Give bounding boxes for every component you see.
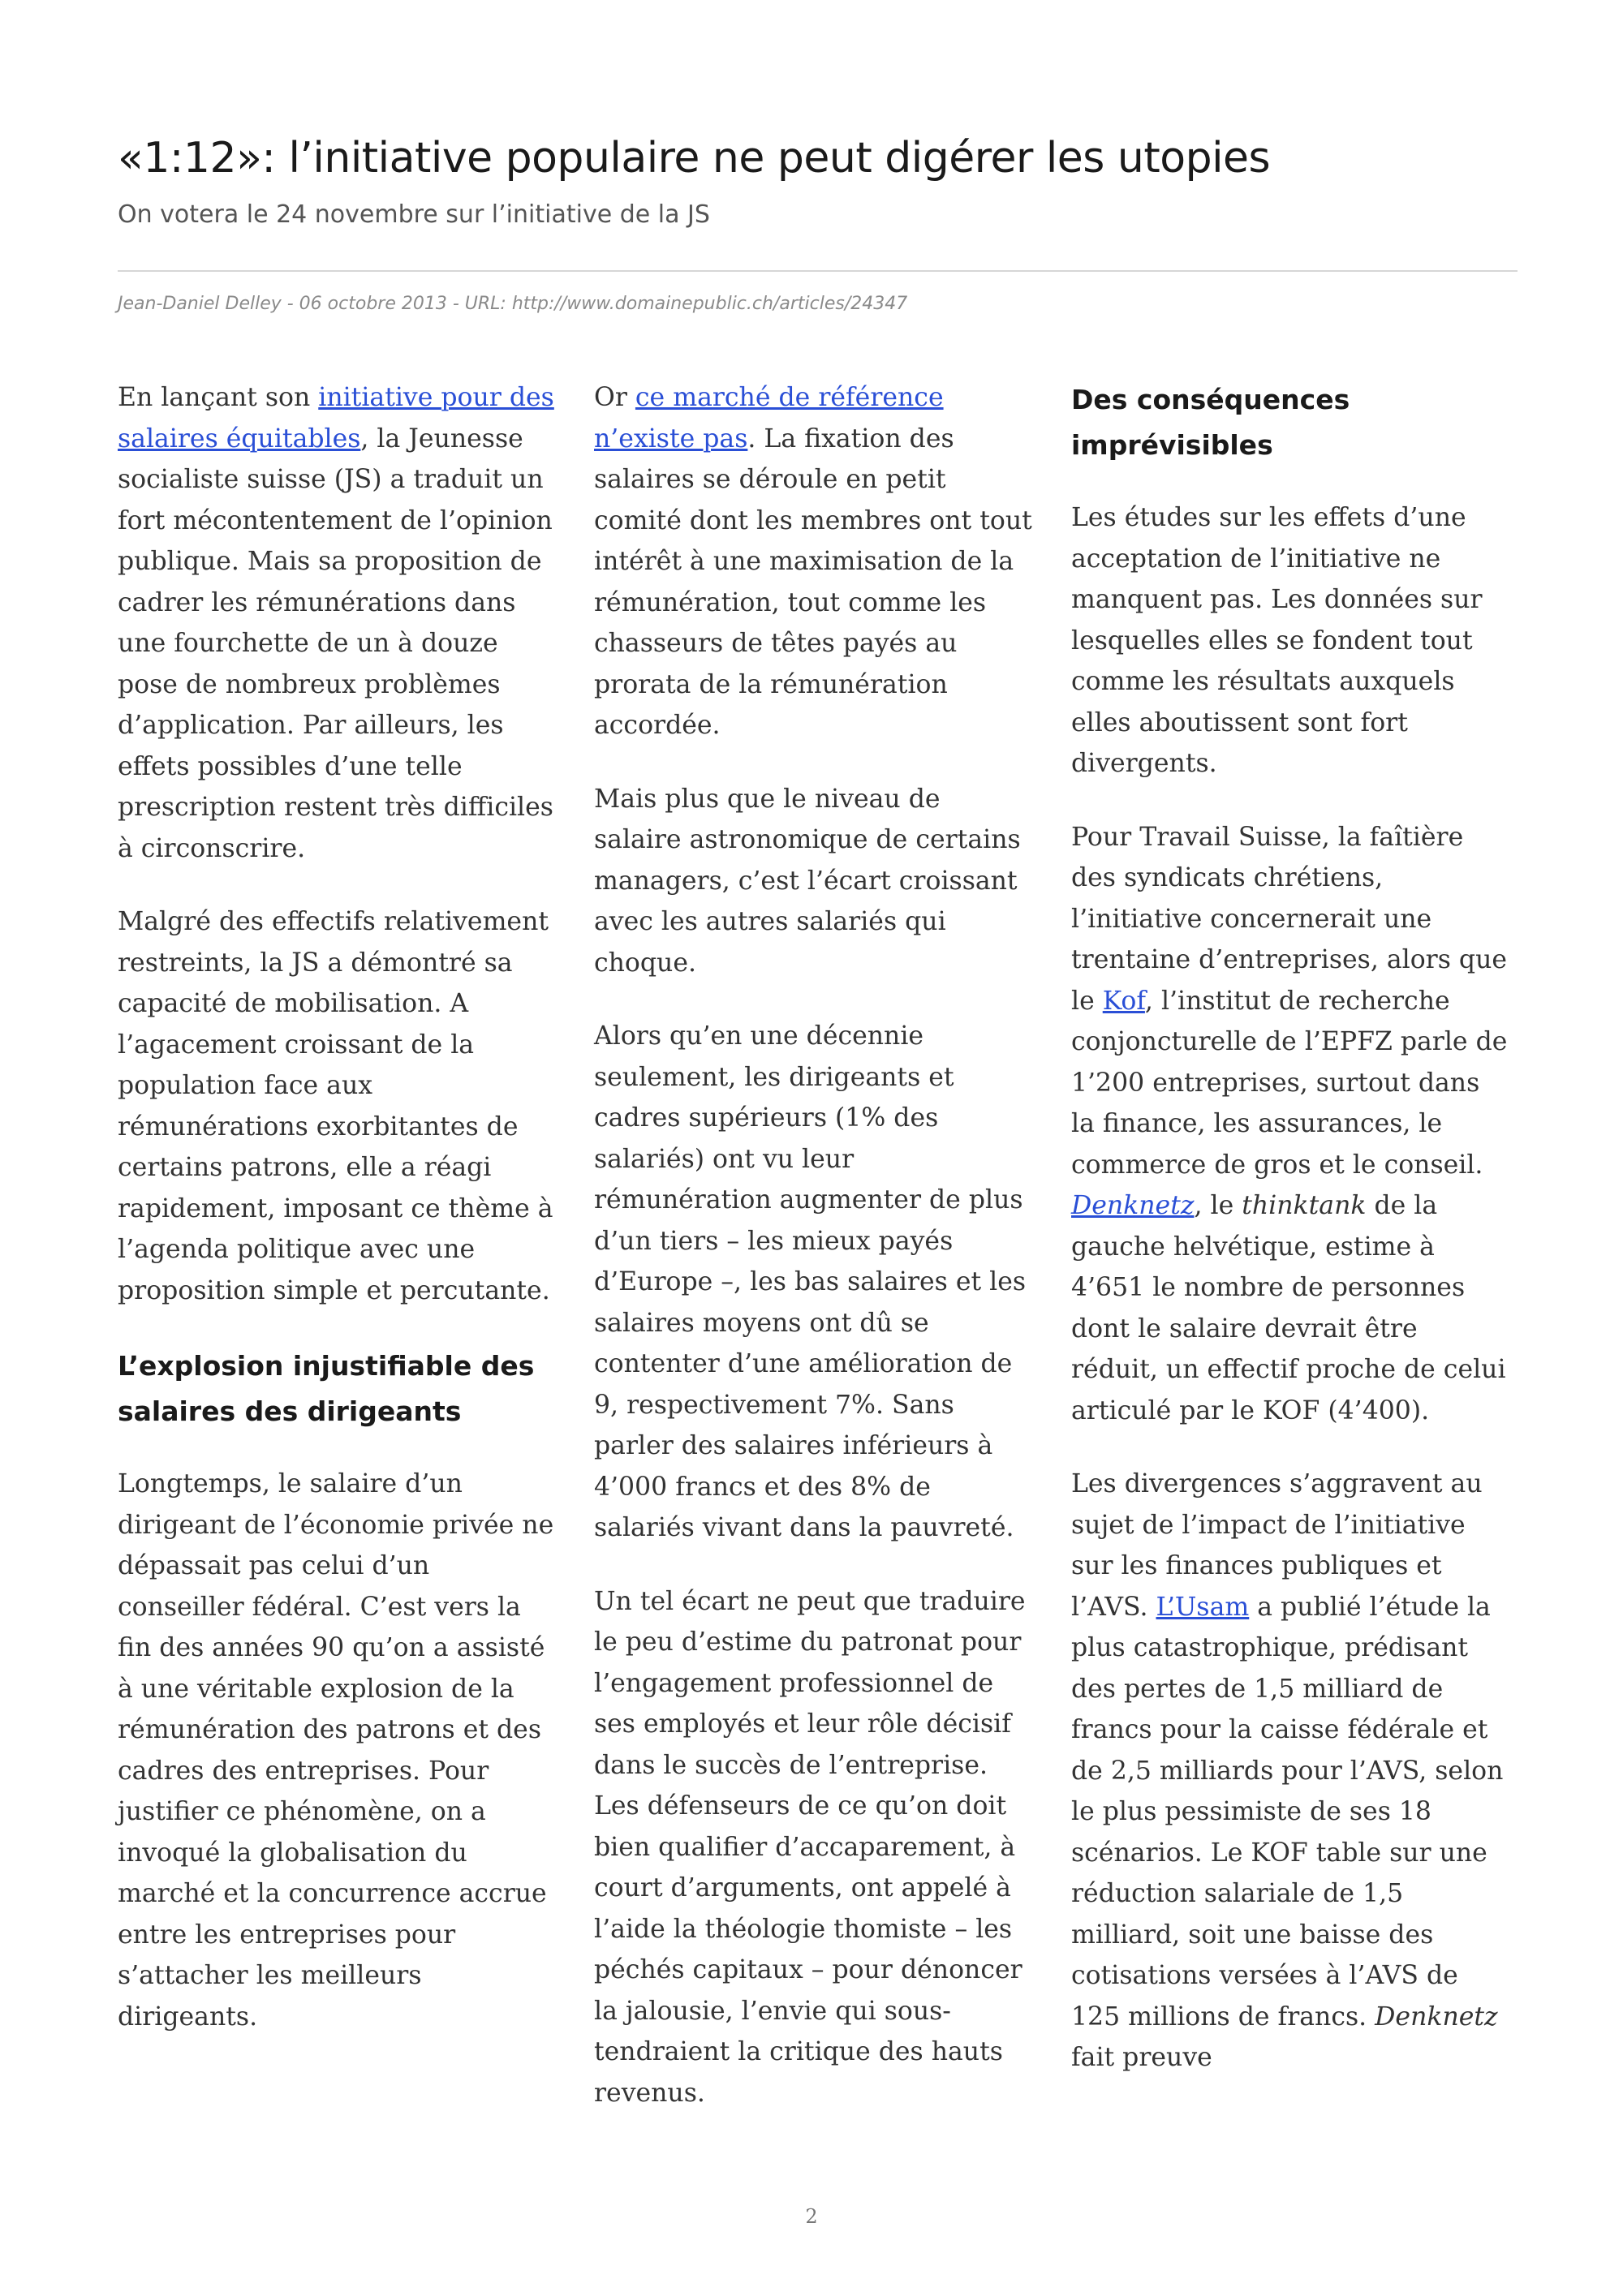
paragraph: Un tel écart ne peut que traduire le peu d’estime du patronat pour l’engagement professionnel de ses employés et leur rôle décisif dans le succès de l’entreprise. Les défenseurs de ce qu’on doit bien qualifier d’accaparement, à court d’arguments, ont appelé à l’aide la théologie thomiste – les péchés capitaux – pour dénoncer la jalousie, l’envie qui sous-tendraient la critique des hauts revenus. xyxy=(594,1586,1026,2108)
paragraph xyxy=(1071,817,1509,1432)
article-subtitle: On votera le 24 novembre sur l’initiative de la JS xyxy=(118,200,710,229)
paragraph: Longtemps, le salaire d’un dirigeant de l’économie privée ne dépassait pas celui d’un conseiller fédéral. C’est vers la fin des années 90 qu’on a assisté à une véritable explosion de la rémunération des patrons et des cadres des entreprises. Pour justifier ce phénomène, on a invoqué la globalisation du marché et la concurrence accrue entre les entreprises pour s’attacher les meilleurs dirigeants. xyxy=(118,1469,554,2032)
paragraph: Mais plus que le niveau de salaire astronomique de certains managers, c’est l’écart croissant avec les autres salariés qui choque. xyxy=(594,784,1021,978)
section-heading: L’explosion injustifiable des salaires des dirigeants xyxy=(118,1350,535,1427)
paragraph-text: . La fixation des salaires se déroule en petit comité dont les membres ont tout intérêt à une maximisation de la rémunération, tout comme les chasseurs de têtes payés au prorata de la rémunération accordée. xyxy=(594,424,1032,740)
paragraph-text: Les divergences s’aggravent au sujet de l’impact de l’initiative sur les finances publiques et l’AVS. xyxy=(1071,1469,1483,1622)
link-usam[interactable]: L’Usam xyxy=(1156,1592,1250,1622)
paragraph: Les études sur les effets d’une acceptation de l’initiative ne manquent pas. Les données sur lesquelles elles se fondent tout comme les résultats auxquels elles aboutissent sont fort divergents. xyxy=(1071,503,1483,778)
section-heading: Des conséquences imprévisibles xyxy=(1071,384,1350,461)
page-number: 2 xyxy=(805,2205,818,2228)
paragraph: Malgré des effectifs relativement restreints, la JS a démontré sa capacité de mobilisation. A l’agacement croissant de la population face aux rémunérations exorbitantes de certains patrons, elle a réagi rapidement, imposant ce thème à l’agenda politique avec une proposition simple et percutante. xyxy=(118,907,553,1305)
paragraph-text: fait preuve xyxy=(1071,2043,1212,2072)
paragraph-text: Pour Travail Suisse, la faîtière des syndicats chrétiens, l’initiative concernerait une trentaine d’entreprises, alors que le xyxy=(1071,822,1508,1016)
link-kof[interactable]: Kof xyxy=(1102,986,1145,1016)
link-denknetz[interactable]: Denknetz xyxy=(1071,1191,1195,1220)
article-meta: Jean-Daniel Delley - 06 octobre 2013 - URL: http://www.domainepublic.ch/articles/24347 xyxy=(118,294,908,314)
emphasis: thinktank xyxy=(1242,1191,1367,1220)
column-1 xyxy=(118,377,556,2070)
paragraph xyxy=(1071,1464,1509,2079)
link-marche-reference[interactable]: ce marché de référence n’existe pas xyxy=(594,383,944,454)
paragraph-text: a publié l’étude la plus catastrophique, prédisant des pertes de 1,5 milliard de francs pour la caisse fédérale et de 2,5 milliards pour l’AVS, selon le plus pessimiste de ses 18 scénarios. Le KOF table sur une réduction salariale de 1,5 milliard, soit une baisse des cotisations versées à l’AVS de 125 millions de francs. xyxy=(1071,1592,1504,2032)
header-divider xyxy=(118,270,1518,272)
column-2 xyxy=(594,377,1032,2146)
article-title: «1:12»: l’initiative populaire ne peut digérer les utopies xyxy=(118,134,1271,183)
column-3 xyxy=(1071,377,1509,2111)
paragraph-text: de la gauche helvétique, estime à 4’651 le nombre de personnes dont le salaire devrait être réduit, un effectif proche de celui articulé par le KOF (4’400). xyxy=(1071,1191,1506,1425)
paragraph-text: , la Jeunesse socialiste suisse (JS) a traduit un fort mécontentement de l’opinion publique. Mais sa proposition de cadrer les rémunérations dans une fourchette de un à douze pose de nombreux problèmes d’application. Par ailleurs, les effets possibles d’une telle prescription restent très difficiles à circonscrire. xyxy=(118,424,553,863)
paragraph-text: En lançant son xyxy=(118,383,319,412)
paragraph-text: , l’institut de recherche conjoncturelle de l’EPFZ parle de 1’200 entreprises, surtout dans la finance, les assurances, le commerce de gros et le conseil. xyxy=(1071,986,1508,1180)
paragraph xyxy=(594,377,1032,746)
paragraph xyxy=(118,377,556,869)
paragraph: Alors qu’en une décennie seulement, les dirigeants et cadres supérieurs (1% des salariés) ont vu leur rémunération augmenter de plus d’un tiers – les mieux payés d’Europe –, les bas salaires et les salaires moyens ont dû se contenter d’une amélioration de 9, respectivement 7%. Sans parler des salaires inférieurs à 4’000 francs et des 8% de salariés vivant dans la pauvreté. xyxy=(594,1021,1027,1542)
paragraph-text: Or xyxy=(594,383,635,412)
paragraph-text: , le xyxy=(1194,1191,1242,1220)
emphasis: Denknetz xyxy=(1375,2001,1498,2032)
link-initiative-salaires[interactable]: initiative pour des salaires équitables xyxy=(118,383,554,454)
